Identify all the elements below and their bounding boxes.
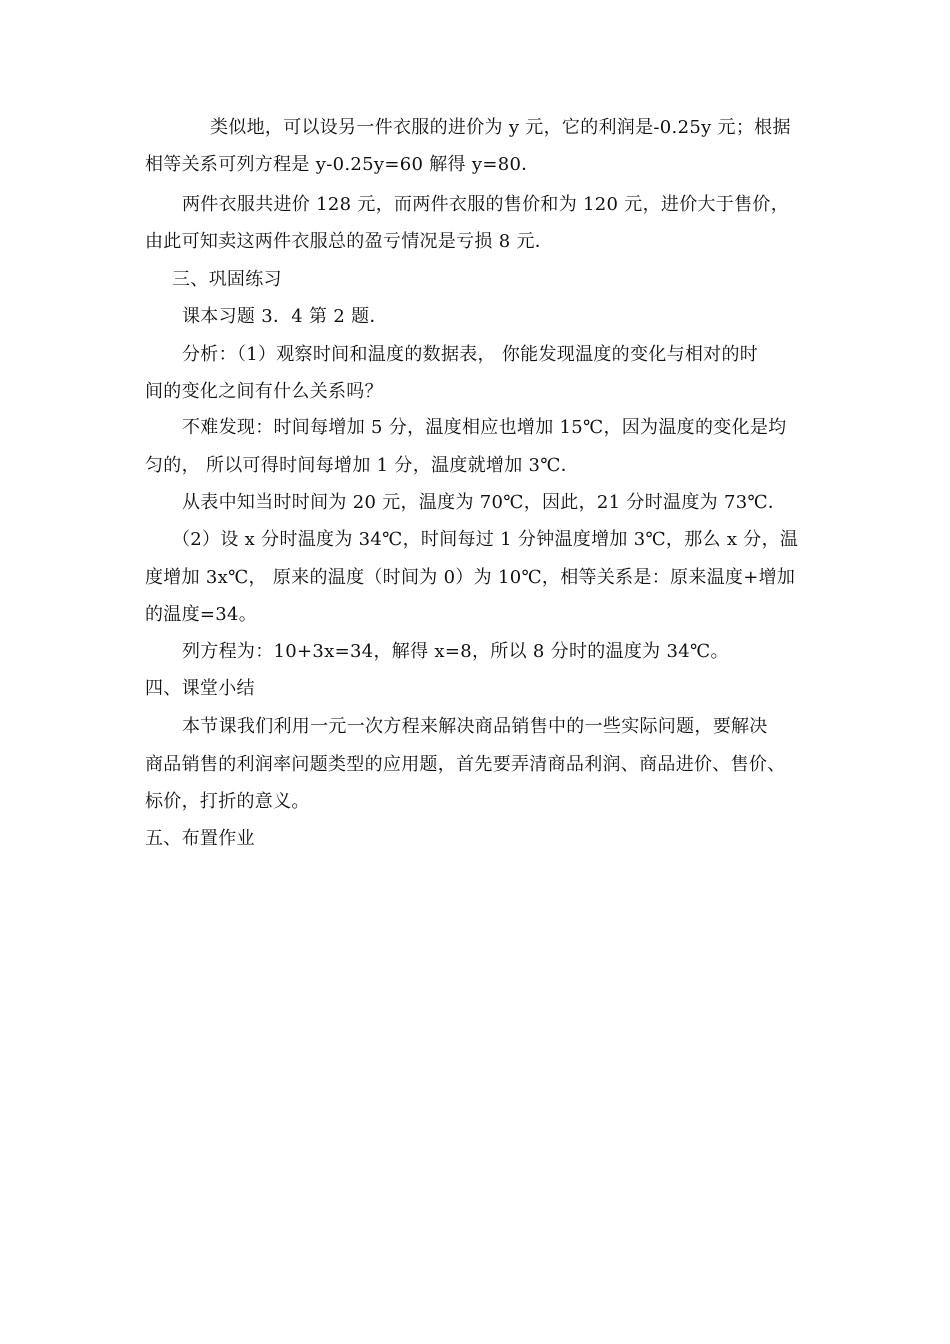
section-heading: 三、巩固练习 [172,269,282,290]
text-line: 的温度=34。 [145,604,258,625]
text-line: 课本习题 3．4 第 2 题． [182,306,388,327]
text-line: 两件衣服共进价 128 元，而两件衣服的售价和为 120 元，进价大于售价， [182,194,789,215]
text-line: 不难发现：时间每增加 5 分，温度相应也增加 15℃，因为温度的变化是均 [182,417,787,438]
text-line: 标价，打折的意义。 [145,791,310,812]
text-line: 商品销售的利润率问题类型的应用题，首先要弄清商品利润、商品进价、售价、 [145,754,786,775]
text-line: （2）设 x 分时温度为 34℃，时间每过 1 分钟温度增加 3℃，那么 x 分，温 [172,529,799,550]
text-line: 从表中知当时时间为 20 元，温度为 70℃，因此，21 分时温度为 73℃． [182,492,787,513]
text-line: 度增加 3x℃， 原来的温度（时间为 0）为 10℃，相等关系是：原来温度+增加 [145,567,796,588]
text-line: 间的变化之间有什么关系吗？ [145,381,383,402]
text-line: 本节课我们利用一元一次方程来解决商品销售中的一些实际问题，要解决 [182,716,768,737]
text-line: 由此可知卖这两件衣服总的盈亏情况是亏损 8 元． [145,231,554,252]
text-line: 分析：（1）观察时间和温度的数据表， 你能发现温度的变化与相对的时 [182,344,759,365]
text-line: 相等关系可列方程是 y-0.25y=60 解得 y=80． [145,154,540,175]
text-line: 类似地，可以设另一件衣服的进价为 y 元，它的利润是-0.25y 元；根据 [210,117,791,138]
section-heading: 四、课堂小结 [145,678,255,699]
text-line: 列方程为：10+3x=34，解得 x=8，所以 8 分时的温度为 34℃。 [182,641,729,662]
section-heading: 五、布置作业 [145,828,255,849]
text-line: 匀的， 所以可得时间每增加 1 分，温度就增加 3℃． [145,455,580,476]
